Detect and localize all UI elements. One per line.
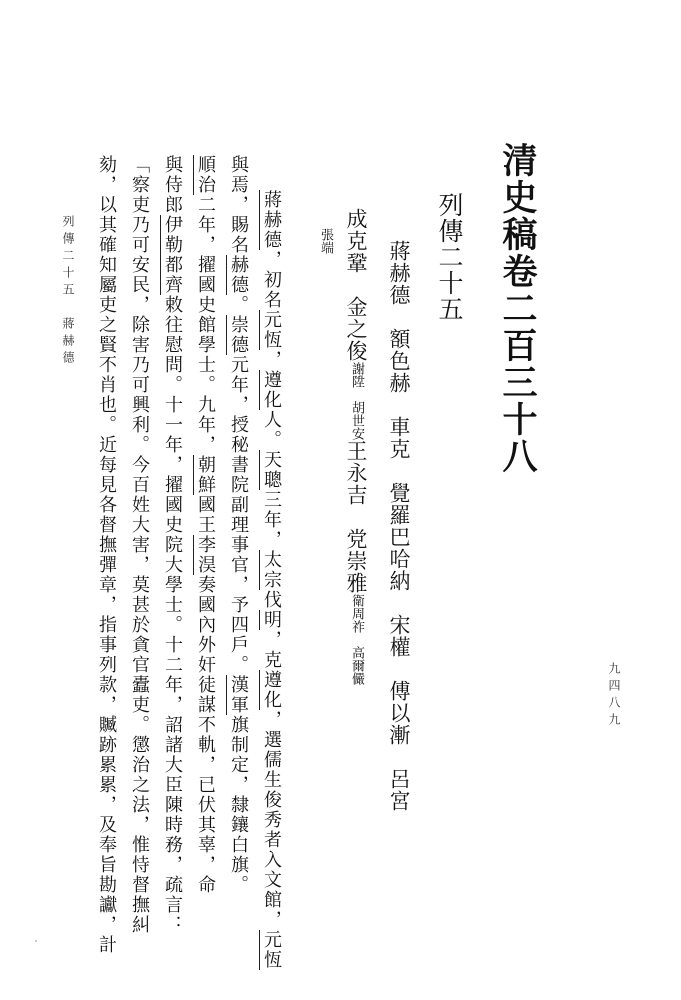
person-name: 李淏 [195, 535, 216, 575]
page-number: 九四八九 [607, 662, 621, 730]
text-run: 敕往慰問。十一年，擢國史院大學士。十二年，詔諸大臣陳時務，疏言： [162, 295, 183, 935]
text-run: ，克 [261, 630, 282, 670]
names-row-1: 蔣赫德 額色赫 車克 覺羅巴哈納 宋權 傅以漸 呂宮 [387, 240, 411, 812]
volume-title: 清史稿卷二百三十八 [497, 142, 538, 475]
text-run: ，初名 [261, 250, 282, 310]
era-name: 順治 [195, 155, 216, 195]
text-run: 伐 [261, 590, 282, 610]
body-column-3 [196, 155, 214, 895]
era-name: 天聰 [261, 450, 282, 490]
state-name: 朝鮮 [195, 455, 216, 495]
person-name: 伊勒都齊 [162, 215, 183, 295]
body-column-1 [262, 190, 280, 970]
person-name: 赫德 [228, 255, 249, 295]
person-name: 太宗 [261, 550, 282, 590]
text-run: 與侍郎 [162, 155, 183, 215]
text-run: ， [261, 350, 282, 370]
names-row-2-small-1: 謝陞 胡世安 [349, 362, 364, 440]
person-name: 元恆 [261, 310, 282, 350]
text-run: 奏國內外奸徒謀不軌，已伏其辜，命 [195, 575, 216, 895]
names-row-2 [345, 208, 367, 685]
names-row-2-part-2: 王永吉 党崇雅 [344, 440, 368, 594]
body-column-4 [163, 155, 181, 935]
person-name: 蔣赫德 [261, 190, 282, 250]
body-column-2 [229, 155, 247, 895]
era-name: 崇德 [228, 315, 249, 355]
text-run: 。 [228, 295, 249, 315]
place-name: 遵化 [261, 670, 282, 710]
text-run: 三年， [261, 490, 282, 550]
running-head: 列傳二十五 蔣赫德 [61, 215, 75, 368]
person-name: 元恆 [261, 930, 282, 970]
body-column-6: 劾，以其確知屬吏之賢不肖也。近每見各督撫彈章，指事列款，贓跡累累，及奉旨勘讞，計 [96, 155, 117, 955]
scan-speck [35, 940, 37, 942]
text-run: 旗制定，隸鑲白旗。 [228, 715, 249, 895]
body-column-5: 「察吏乃可安民，除害乃可興利。今百姓大害，莫甚於貪官蠹吏。懲治之法，惟恃督撫糾 [129, 155, 150, 935]
names-row-2-part-1: 成克鞏 金之俊 [344, 208, 368, 362]
state-name: 明 [261, 610, 282, 630]
text-run: 與焉，賜名 [228, 155, 249, 255]
text-run: 元年，授秘書院副理事官，予四戶。 [228, 355, 249, 675]
section-heading: 列傳二十五 [435, 192, 464, 322]
banner-name: 漢軍 [228, 675, 249, 715]
text-run: 人。 [261, 410, 282, 450]
text-run: ，選儒生俊秀者入文館， [261, 710, 282, 930]
text-run: 二年，擢國史館學士。九年， [195, 195, 216, 455]
names-row-2-small-2: 衛周祚 高爾儼 [349, 594, 364, 685]
names-row-3: 張端 [318, 228, 333, 254]
text-run: 國王 [195, 495, 216, 535]
place-name: 遵化 [261, 370, 282, 410]
